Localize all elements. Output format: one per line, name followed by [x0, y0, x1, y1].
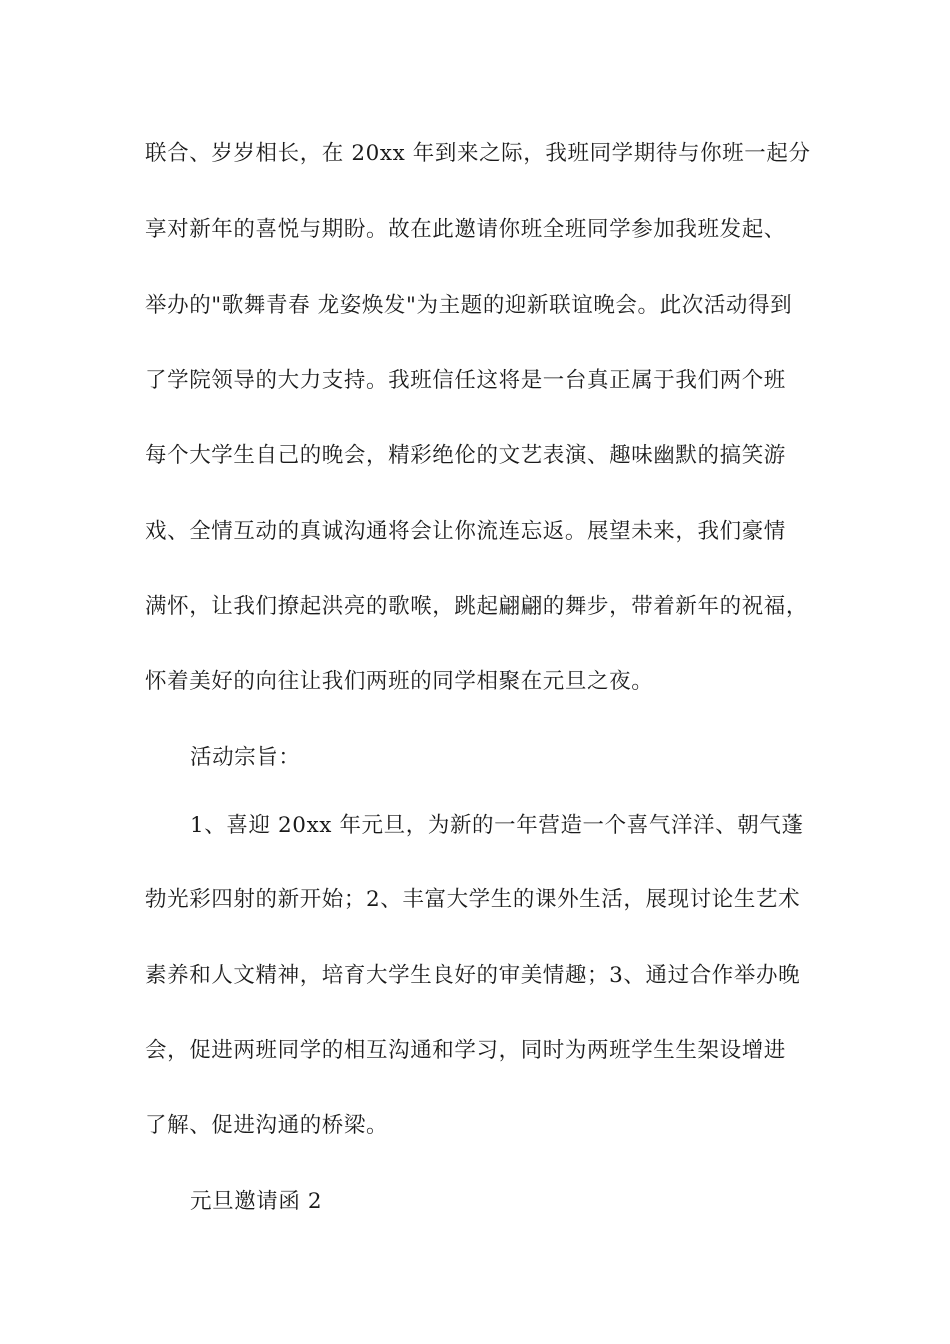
paragraph-line: 会，促进两班同学的相互沟通和学习，同时为两班学生生架设增进 [145, 1038, 786, 1063]
section-heading: 活动宗旨： [190, 745, 301, 770]
paragraph-line: 了解、促进沟通的桥梁。 [145, 1113, 389, 1138]
paragraph-line: 每个大学生自己的晚会，精彩绝伦的文艺表演、趣味幽默的搞笑游 [145, 443, 786, 468]
paragraph-line: 享对新年的喜悦与期盼。故在此邀请你班全班同学参加我班发起、 [145, 217, 786, 242]
section-title: 元旦邀请函 2 [190, 1189, 323, 1214]
paragraph-line: 联合、岁岁相长，在 20xx 年到来之际，我班同学期待与你班一起分 [145, 141, 811, 166]
paragraph-line: 满怀，让我们撩起洪亮的歌喉，跳起翩翩的舞步，带着新年的祝福， [145, 594, 809, 619]
paragraph-line: 素养和人文精神，培育大学生良好的审美情趣；3、通过合作举办晚 [145, 963, 801, 988]
paragraph-line: 举办的"歌舞青春 龙姿焕发"为主题的迎新联谊晚会。此次活动得到 [145, 293, 793, 318]
paragraph-line: 1、喜迎 20xx 年元旦，为新的一年营造一个喜气洋洋、朝气蓬 [190, 813, 804, 838]
paragraph-line: 戏、全情互动的真诚沟通将会让你流连忘返。展望未来，我们豪情 [145, 519, 786, 544]
paragraph-line: 了学院领导的大力支持。我班信任这将是一台真正属于我们两个班 [145, 368, 786, 393]
paragraph-line: 勃光彩四射的新开始；2、丰富大学生的课外生活，展现讨论生艺术 [145, 887, 801, 912]
paragraph-line: 怀着美好的向往让我们两班的同学相聚在元旦之夜。 [145, 669, 654, 694]
